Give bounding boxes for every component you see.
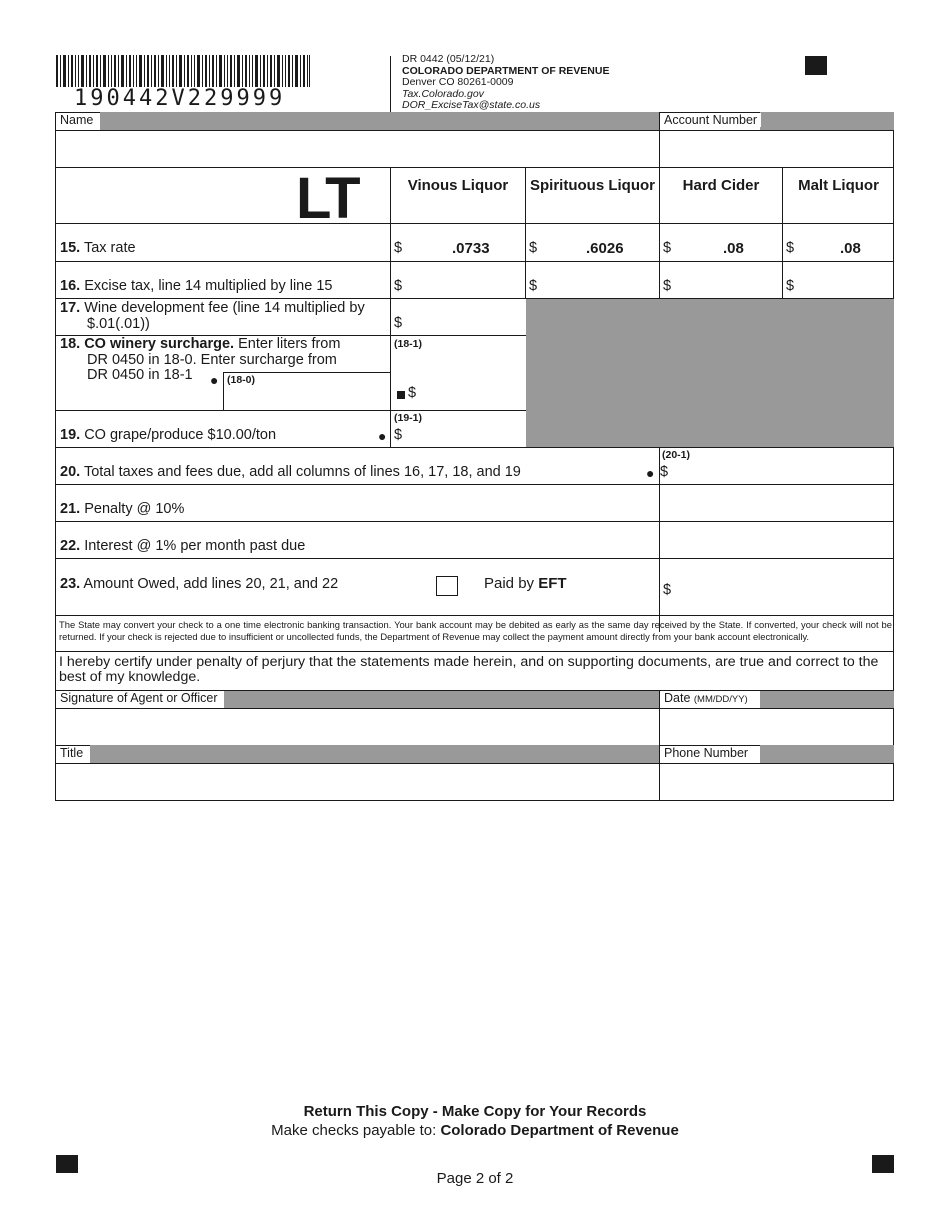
line-18-liters-input[interactable]	[225, 387, 388, 409]
line-18-square-marker	[397, 391, 405, 399]
rate-spirituous-dollar: $	[529, 240, 538, 256]
line-22-label: 22. Interest @ 1% per month past due	[60, 538, 306, 554]
department-address: Denver CO 80261-0009	[402, 76, 514, 88]
column-hard-cider: Hard Cider	[682, 177, 760, 194]
rate-vinous: .0733	[452, 240, 490, 257]
line-16-vinous-input[interactable]: $	[394, 278, 403, 294]
code-18-1: (18-1)	[394, 338, 423, 350]
phone-number-input[interactable]	[661, 764, 892, 800]
eft-checkbox[interactable]	[436, 576, 458, 596]
form-id: DR 0442 (05/12/21)	[402, 53, 495, 65]
barcode	[56, 55, 310, 87]
line-20-bullet: ●	[646, 465, 655, 481]
account-number-input[interactable]	[661, 131, 892, 167]
column-spirituous-liquor: Spirituous Liquor	[530, 177, 655, 194]
line-21-label: 21. Penalty @ 10%	[60, 501, 185, 517]
line-15-label: 15. Tax rate	[60, 240, 136, 256]
department-email[interactable]: DOR_ExciseTax@state.co.us	[402, 99, 541, 111]
rate-hard-cider-dollar: $	[663, 240, 672, 256]
name-label: Name	[56, 113, 97, 127]
line-16-label: 16. Excise tax, line 14 multiplied by line 15	[60, 278, 333, 294]
barcode-bars	[56, 55, 310, 87]
line-18-label: 18. CO winery surcharge. Enter liters from DR 0450 in 18-0. Enter surcharge from DR 0450 in 18-1	[60, 336, 341, 383]
line-19-label: 19. CO grape/produce $10.00/ton	[60, 427, 277, 443]
rate-vinous-dollar: $	[394, 240, 403, 256]
date-input[interactable]	[661, 709, 892, 745]
shaded-not-applicable	[526, 299, 894, 447]
line-17-vinous-input[interactable]: $	[394, 315, 403, 331]
barcode-number: 190442V229999	[74, 86, 286, 111]
column-malt-liquor: Malt Liquor	[798, 177, 879, 194]
line-23-input[interactable]: $	[663, 582, 672, 598]
line-16-hard-cider-input[interactable]: $	[663, 278, 672, 294]
line-17-label: 17. Wine development fee (line 14 multiplied by $.01(.01))	[60, 300, 365, 332]
line-23-label: 23. Amount Owed, add lines 20, 21, and 22	[60, 576, 339, 592]
title-label: Title	[56, 746, 87, 760]
line-21-input[interactable]	[661, 486, 892, 520]
name-input[interactable]	[57, 131, 657, 167]
column-vinous-liquor: Vinous Liquor	[407, 177, 509, 194]
signature-label: Signature of Agent or Officer	[56, 691, 222, 705]
rate-malt: .08	[840, 240, 861, 257]
rate-malt-dollar: $	[786, 240, 795, 256]
department-website[interactable]: Tax.Colorado.gov	[402, 87, 484, 100]
registration-mark-top-right	[805, 56, 827, 75]
certification-statement: I hereby certify under penalty of perjury that the statements made herein, and on supporting documents, are true and correct to the best of my knowledge.	[59, 654, 879, 685]
eft-label: Paid by EFT	[484, 575, 567, 592]
line-16-spirituous-input[interactable]: $	[529, 278, 538, 294]
payable-note: Make checks payable to: Colorado Department of Revenue	[271, 1122, 679, 1139]
rate-spirituous: .6026	[586, 240, 624, 257]
page-number: Page 2 of 2	[436, 1170, 514, 1187]
department-name: COLORADO DEPARTMENT OF REVENUE	[402, 64, 610, 77]
date-label: Date (MM/DD/YY)	[660, 691, 752, 705]
code-18-0: (18-0)	[227, 374, 256, 386]
line-20-label: 20. Total taxes and fees due, add all columns of lines 16, 17, 18, and 19	[60, 464, 521, 480]
phone-number-label: Phone Number	[660, 746, 752, 760]
code-20-1: (20-1)	[662, 449, 691, 461]
account-number-label: Account Number	[660, 113, 761, 127]
check-conversion-notice: The State may convert your check to a one time electronic banking transaction. Your bank account may be debited as early as the same day received by the State. If converted, your check will not be returned. If your check is rejected due to insufficient or uncollected funds, the Department of Revenue may collect the payment amount directly from your bank account electronically.	[59, 619, 892, 642]
form-header	[402, 54, 609, 112]
line-18-surcharge-input[interactable]: $	[408, 385, 417, 401]
line-16-malt-input[interactable]: $	[786, 278, 795, 294]
line-18-bullet: ●	[210, 372, 219, 388]
line-19-input[interactable]: $	[394, 427, 403, 443]
line-20-input[interactable]: $	[660, 464, 669, 480]
return-copy-note: Return This Copy - Make Copy for Your Records	[303, 1103, 647, 1120]
line-19-bullet: ●	[378, 428, 387, 444]
rate-hard-cider: .08	[723, 240, 744, 257]
line-22-input[interactable]	[661, 523, 892, 557]
code-19-1: (19-1)	[394, 412, 423, 424]
form-code: LT	[296, 166, 359, 231]
signature-input[interactable]	[57, 709, 657, 745]
title-input[interactable]	[57, 764, 657, 800]
